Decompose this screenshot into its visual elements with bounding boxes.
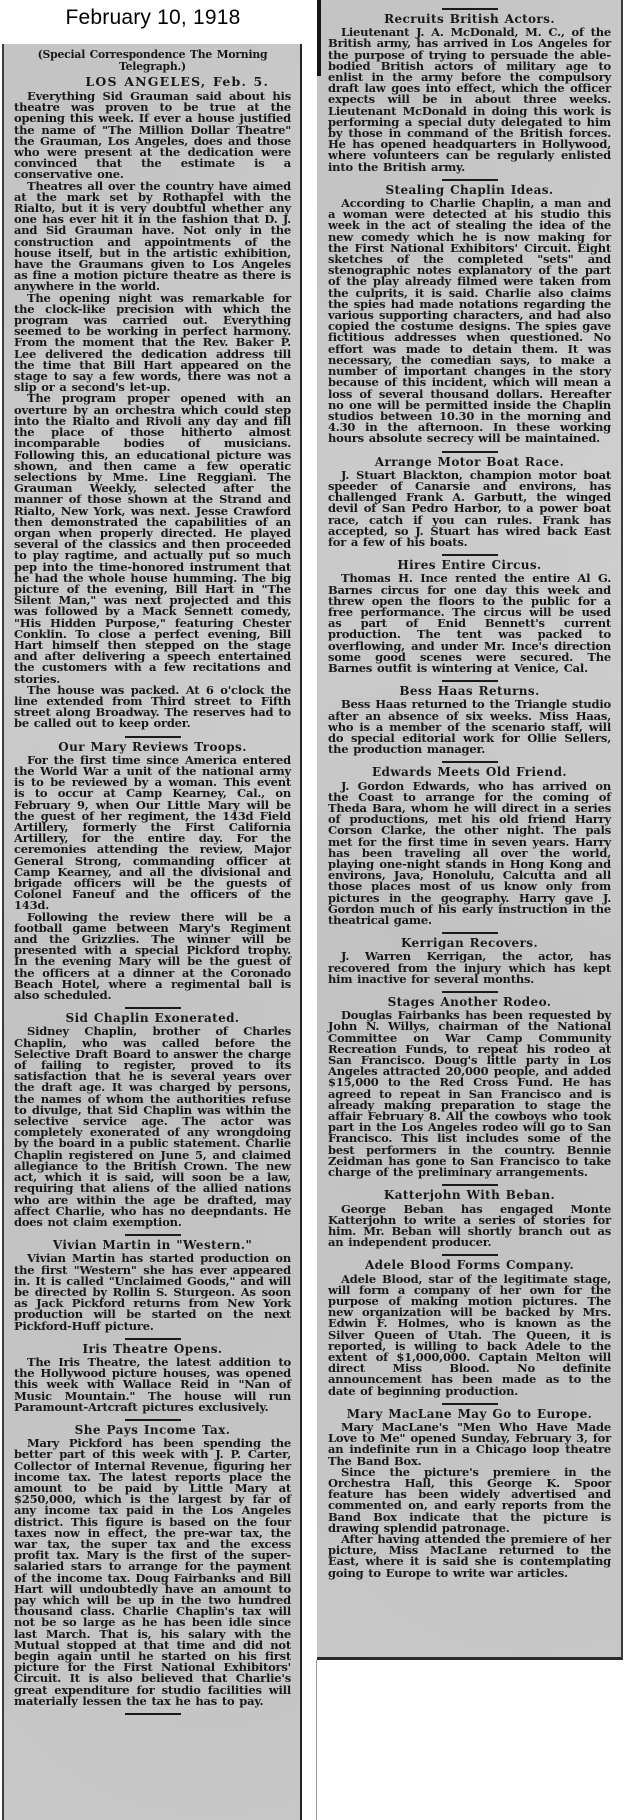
section-divider [125, 1419, 181, 1421]
article-paragraph: Everything Sid Grauman said about his theatre was proven to be true at the opening this week. If ever a house justified the name of "The Million Dollar Theatre" the Grauman, Los Angeles, does and those who were present at the dedication were convinced that the estimate is a conservative one. [14, 89, 291, 182]
article-paragraph: Mary MacLane's "Men Who Have Made Love to Me" opened Sunday, February 3, for an indefinite run in a Chicago loop theatre The Band Box. [328, 1419, 611, 1468]
section-heading: Iris Theatre Opens. [82, 1341, 223, 1356]
article-paragraph: Douglas Fairbanks has been requested by John N. Willys, chairman of the National Committee on War Camp Community Recreation Funds, to repeat his rodeo at San Francisco. Doug's little party in Los Angeles attracted 20,000 people, and added $15,000 to the Red Cross Fund. He has agreed to repeat in San Francisco and is already making preparation to stage the affair February 8. All the cowboys who took part in the Los Angeles rodeo will go to San Francisco. This list includes some of the best performers in the country. Bennie Zeidman has gone to San Francisco to take charge of the preliminary arrangements. [328, 1008, 611, 1180]
left-column-sections [14, 91, 291, 1707]
section-divider [442, 680, 498, 682]
right-column-sections [328, 8, 611, 1579]
section-heading: Mary MacLane May Go to Europe. [346, 1406, 593, 1421]
section-heading: Hires Entire Circus. [397, 558, 542, 573]
article-paragraph: J. Warren Kerrigan, the actor, has recovered from the injury which has kept him inactive for several months. [328, 949, 611, 986]
section-divider [442, 1184, 498, 1186]
article-paragraph: George Beban has engaged Monte Katterjohn to write a series of stories for him. Mr. Beban will shortly branch out as an independent producer. [328, 1201, 611, 1250]
section-divider [442, 991, 498, 993]
section-divider [442, 932, 498, 934]
article-paragraph: Mary Pickford has been spending the better part of this week with J. P. Carter, Collector of Internal Revenue, figuring her income tax. The latest reports place the amount to be paid by Little Mary at $250,000, which is the largest by far of any income tax paid in the Los Angeles district. This figure is based on the four taxes now in effect, the pre-war tax, the war tax, the super tax and the excess profit tax. Mary is the first of the super-salaried stars to arrange for the payment of the income tax. Doug Fairbanks and Bill Hart will undoubtedly have an amount to pay which will be up in the two hundred thousand class. Charlie Chaplin's tax will not be so large as he has been idle since last March. That is, his salary with the Mutual stopped at that time and did not begin again until he started on his first picture for the First National Exhibitors' Circuit. It is also believed that Charlie's great expenditure for studio facilities will materially lessen the tax he has to pay. [14, 1436, 291, 1708]
newspaper-clipping-left-column [2, 44, 302, 1820]
section-heading: Stealing Chaplin Ideas. [385, 182, 554, 197]
newspaper-clipping-right-column [317, 0, 623, 1660]
article-paragraph: After having attended the premiere of her picture, Miss MacLane returned to the East, where it is said she is contemplating going to Europe to write war articles. [328, 1531, 611, 1580]
section-divider [125, 1713, 181, 1715]
section-divider [442, 554, 498, 556]
article-paragraph: Adele Blood, star of the legitimate stage, will form a company of her own for the purpose of making motion pictures. The new organization will be backed by Mrs. Edwin F. Holmes, who is known as the Silver Queen of Utah. The Queen, it is reported, is willing to back Adele to the extent of $1,000,000. Captain Melton will direct Miss Blood. No definite announcement has been made as to the date of beginning production. [328, 1271, 611, 1398]
article-paragraph: Following the review there will be a football game between Mary's Regiment and the Grizzlies. The winner will be presented with a special Pickford trophy. In the evening Mary will be the guest of the officers at a dinner at the Coronado Beach Hotel, where a regimental ball is also scheduled. [14, 909, 291, 1003]
section-heading: Recruits British Actors. [384, 12, 555, 26]
article-paragraph: The program proper opened with an overture by an orchestra which could step into the Rialto and Rivoli any day and fill the place of those hitherto almost incomparable bodies of musicians. Following this, an educational picture was shown, and then came a few operatic selections by Mme. Line Reggiani. The Grauman Weekly, selected after the manner of those shown at the Strand and Rialto, New York, was next. Jesse Crawford then demonstrated the capabilities of an organ when properly directed. He played several of the classics and then proceeded to play ragtime, and actually put so much pep into the time-honored instrument that he had the whole house humming. The big picture of the evening, Bill Hart in "The Silent Man," was next projected and this was followed by a Mack Sennett comedy, "His Hidden Purpose," featuring Chester Conklin. To close a perfect evening, Bill Hart himself then stepped on the stage and after delivering a speech entertained the customers with a few recitations and stories. [14, 391, 291, 686]
section-divider [125, 1338, 181, 1340]
article-paragraph: Thomas H. Ince rented the entire Al G. Barnes circus for one day this week and threw open the floors to the public for a free performance. The circus will be used as part of Enid Bennett's current production. The tent was packed to overflowing, and under Mr. Ince's direction some good scenes were secured. The Barnes outfit is wintering at Venice, Cal. [328, 571, 611, 675]
article-paragraph: The Iris Theatre, the latest addition to the Hollywood picture houses, was opened this week with Wallace Reid in "Nan of Music Mountain." The house will run Paramount-Artcraft pictures exclusively. [14, 1354, 291, 1414]
article-paragraph: The opening night was remarkable for the clock-like precision with which the program was carried out. Everything seemed to be working in perfect harmony. From the moment that the Rev. Baker P. Lee delivered the dedication address till the time that Bill Hart appeared on the stage to say a few words, there was not a slip or a second's let-up. [14, 290, 291, 395]
section-heading: Vivian Martin in "Western." [52, 1238, 253, 1253]
article-paragraph: Sidney Chaplin, brother of Charles Chaplin, who was called before the Selective Draft Board to answer the charge of failing to register, proved to its satisfaction that he is several years over the draft age. It was charged by persons, the names of whom the authorities refuse to divulge, that Sid Chaplin was within the selective service age. The actor was completely exonerated of any wrongdoing by the board in a public statement. Charlie Chaplin registered on June 5, and claimed allegiance to the British Crown. The new act, which it is said, will soon be a law, requiring that aliens of the allied nations who are within the age be drafted, may affect Charlie, who has no deepndants. He does not claim exemption. [14, 1024, 291, 1229]
section-heading: She Pays Income Tax. [74, 1422, 231, 1437]
article-paragraph: Since the picture's premiere in the Orchestra Hall, this George K. Spoor feature has been widely advertised and commented on, and early reports from the Band Box indicate that the picture is drawing splendid patronage. [328, 1464, 611, 1535]
article-paragraph: J. Gordon Edwards, who has arrived on the Coast to arrange for the coming of Theda Bara, whom he will direct in a series of productions, met his old friend Harry Corson Clarke, the other night. The pals met for the first time in seven years. Harry has been traveling all over the world, playing one-night stands in Hong Kong and environs, Java, Honolulu, Calcutta and all those places most of us know only from pictures in the geography. Harry gave J. Gordon much of his early instruction in the theatrical game. [328, 778, 611, 928]
section-divider [442, 8, 498, 10]
section-heading: Kerrigan Recovers. [400, 936, 539, 951]
section-divider [442, 179, 498, 181]
section-heading: Edwards Meets Old Friend. [371, 765, 567, 780]
section-heading: Our Mary Reviews Troops. [58, 739, 247, 754]
article-paragraph: According to Charlie Chaplin, a man and a woman were detected at his studio this week in the act of stealing the idea of the new comedy which he is now making for the First National Exhibitors' Circuit. Eight sketches of the completed "sets" and stenographic notes explanatory of the part of the play already filmed were taken from the culprits, it is said. Charlie also claims the spies had made notations regarding the various supporting characters, and had also copied the costume designs. The spies gave fictitious addresses when questioned. No effort was made to detain them. It was necessary, the comedian says, to make a number of important changes in the story because of this incident, which will mean a loss of several thousand dollars. Hereafter no one will be permitted inside the Chaplin studios between 10.30 in the morning and 4.30 in the afternoon. In these working hours absolute secrecy will be maintained. [328, 196, 611, 446]
gutter-rule [316, 1660, 317, 1820]
section-divider [442, 1403, 498, 1405]
section-divider [125, 736, 181, 738]
section-divider [442, 761, 498, 763]
section-heading: Bess Haas Returns. [399, 684, 540, 699]
section-heading: Stages Another Rodeo. [387, 995, 552, 1010]
article-paragraph: Lieutenant J. A. McDonald, M. C., of the British army, has arrived in Los Angeles for the purpose of trying to persuade the able-bodied British actors of military age to enlist in the army before the compulsory draft law goes into effect, which the officer expects will be in about three weeks. Lieutenant McDonald in doing this work is performing a special duty delegated to him by those in command of the British forces. He has opened headquarters in Hollywood, where volunteers can be regularly enlisted into the British army. [328, 25, 611, 174]
article-paragraph: Bess Haas returned to the Triangle studio after an absence of six weeks. Miss Haas, who is a member of the scenario staff, will do special editorial work for Ollie Sellers, the production manager. [328, 697, 611, 757]
section-heading: Sid Chaplin Exonerated. [65, 1011, 240, 1026]
dateline: LOS ANGELES, Feb. 5. [85, 74, 269, 89]
credit-line: (Special Correspondence The Morning Telegraph.) [37, 48, 268, 73]
column-edge-rule [317, 0, 321, 76]
section-heading: Arrange Motor Boat Race. [374, 454, 565, 469]
section-divider [125, 1234, 181, 1236]
section-divider [442, 1254, 498, 1256]
article-paragraph: The house was packed. At 6 o'clock the line extended from Third street to Fifth street along Broadway. The reserves had to be called out to keep order. [14, 682, 291, 731]
article-paragraph: J. Stuart Blackton, champion motor boat speeder of Canarsie and environs, has challenged Frank A. Garbutt, the winged devil of San Pedro Harbor, to a power boat race, catch if you can rules. Frank has accepted, so J. Stuart has wired back East for a few of his boats. [328, 467, 611, 549]
section-heading: Katterjohn With Beban. [383, 1188, 556, 1203]
article-paragraph: Vivian Martin has started production on the first "Western" she has ever appeared in. It is called "Unclaimed Goods," and will be directed by Rollin S. Sturgeon. As soon as Jack Pickford returns from New York production will be started on the next Pickford-Huff picture. [14, 1251, 291, 1333]
section-divider [442, 451, 498, 453]
section-divider [125, 1007, 181, 1009]
section-heading: Adele Blood Forms Company. [364, 1258, 575, 1273]
article-paragraph: Theatres all over the country have aimed at the mark set by Rothapfel with the Rialto, but it is very doubtful whether any one has ever hit it in the fashion that D. J. and Sid Grauman have. Not only in the construction and appointments of the house itself, but in the artistic exhibition, have the Graumans given to Los Angeles as fine a motion picture theatre as there is anywhere in the world. [14, 178, 291, 294]
date-title: February 10, 1918 [65, 6, 241, 29]
article-paragraph: For the first time since America entered the World War a unit of the national army is to be reviewed by a woman. This event is to occur at Camp Kearney, Cal., on February 9, when Our Little Mary will be the guest of her regiment, the 143d Field Artillery, formerly the First California Artillery, for the entire day. For the ceremonies attending the review, Major General Strong, commanding officer at Camp Kearney, and all the divisional and brigade officers will be the guests of Colonel Faneuf and the officers of the 143d. [14, 752, 291, 913]
